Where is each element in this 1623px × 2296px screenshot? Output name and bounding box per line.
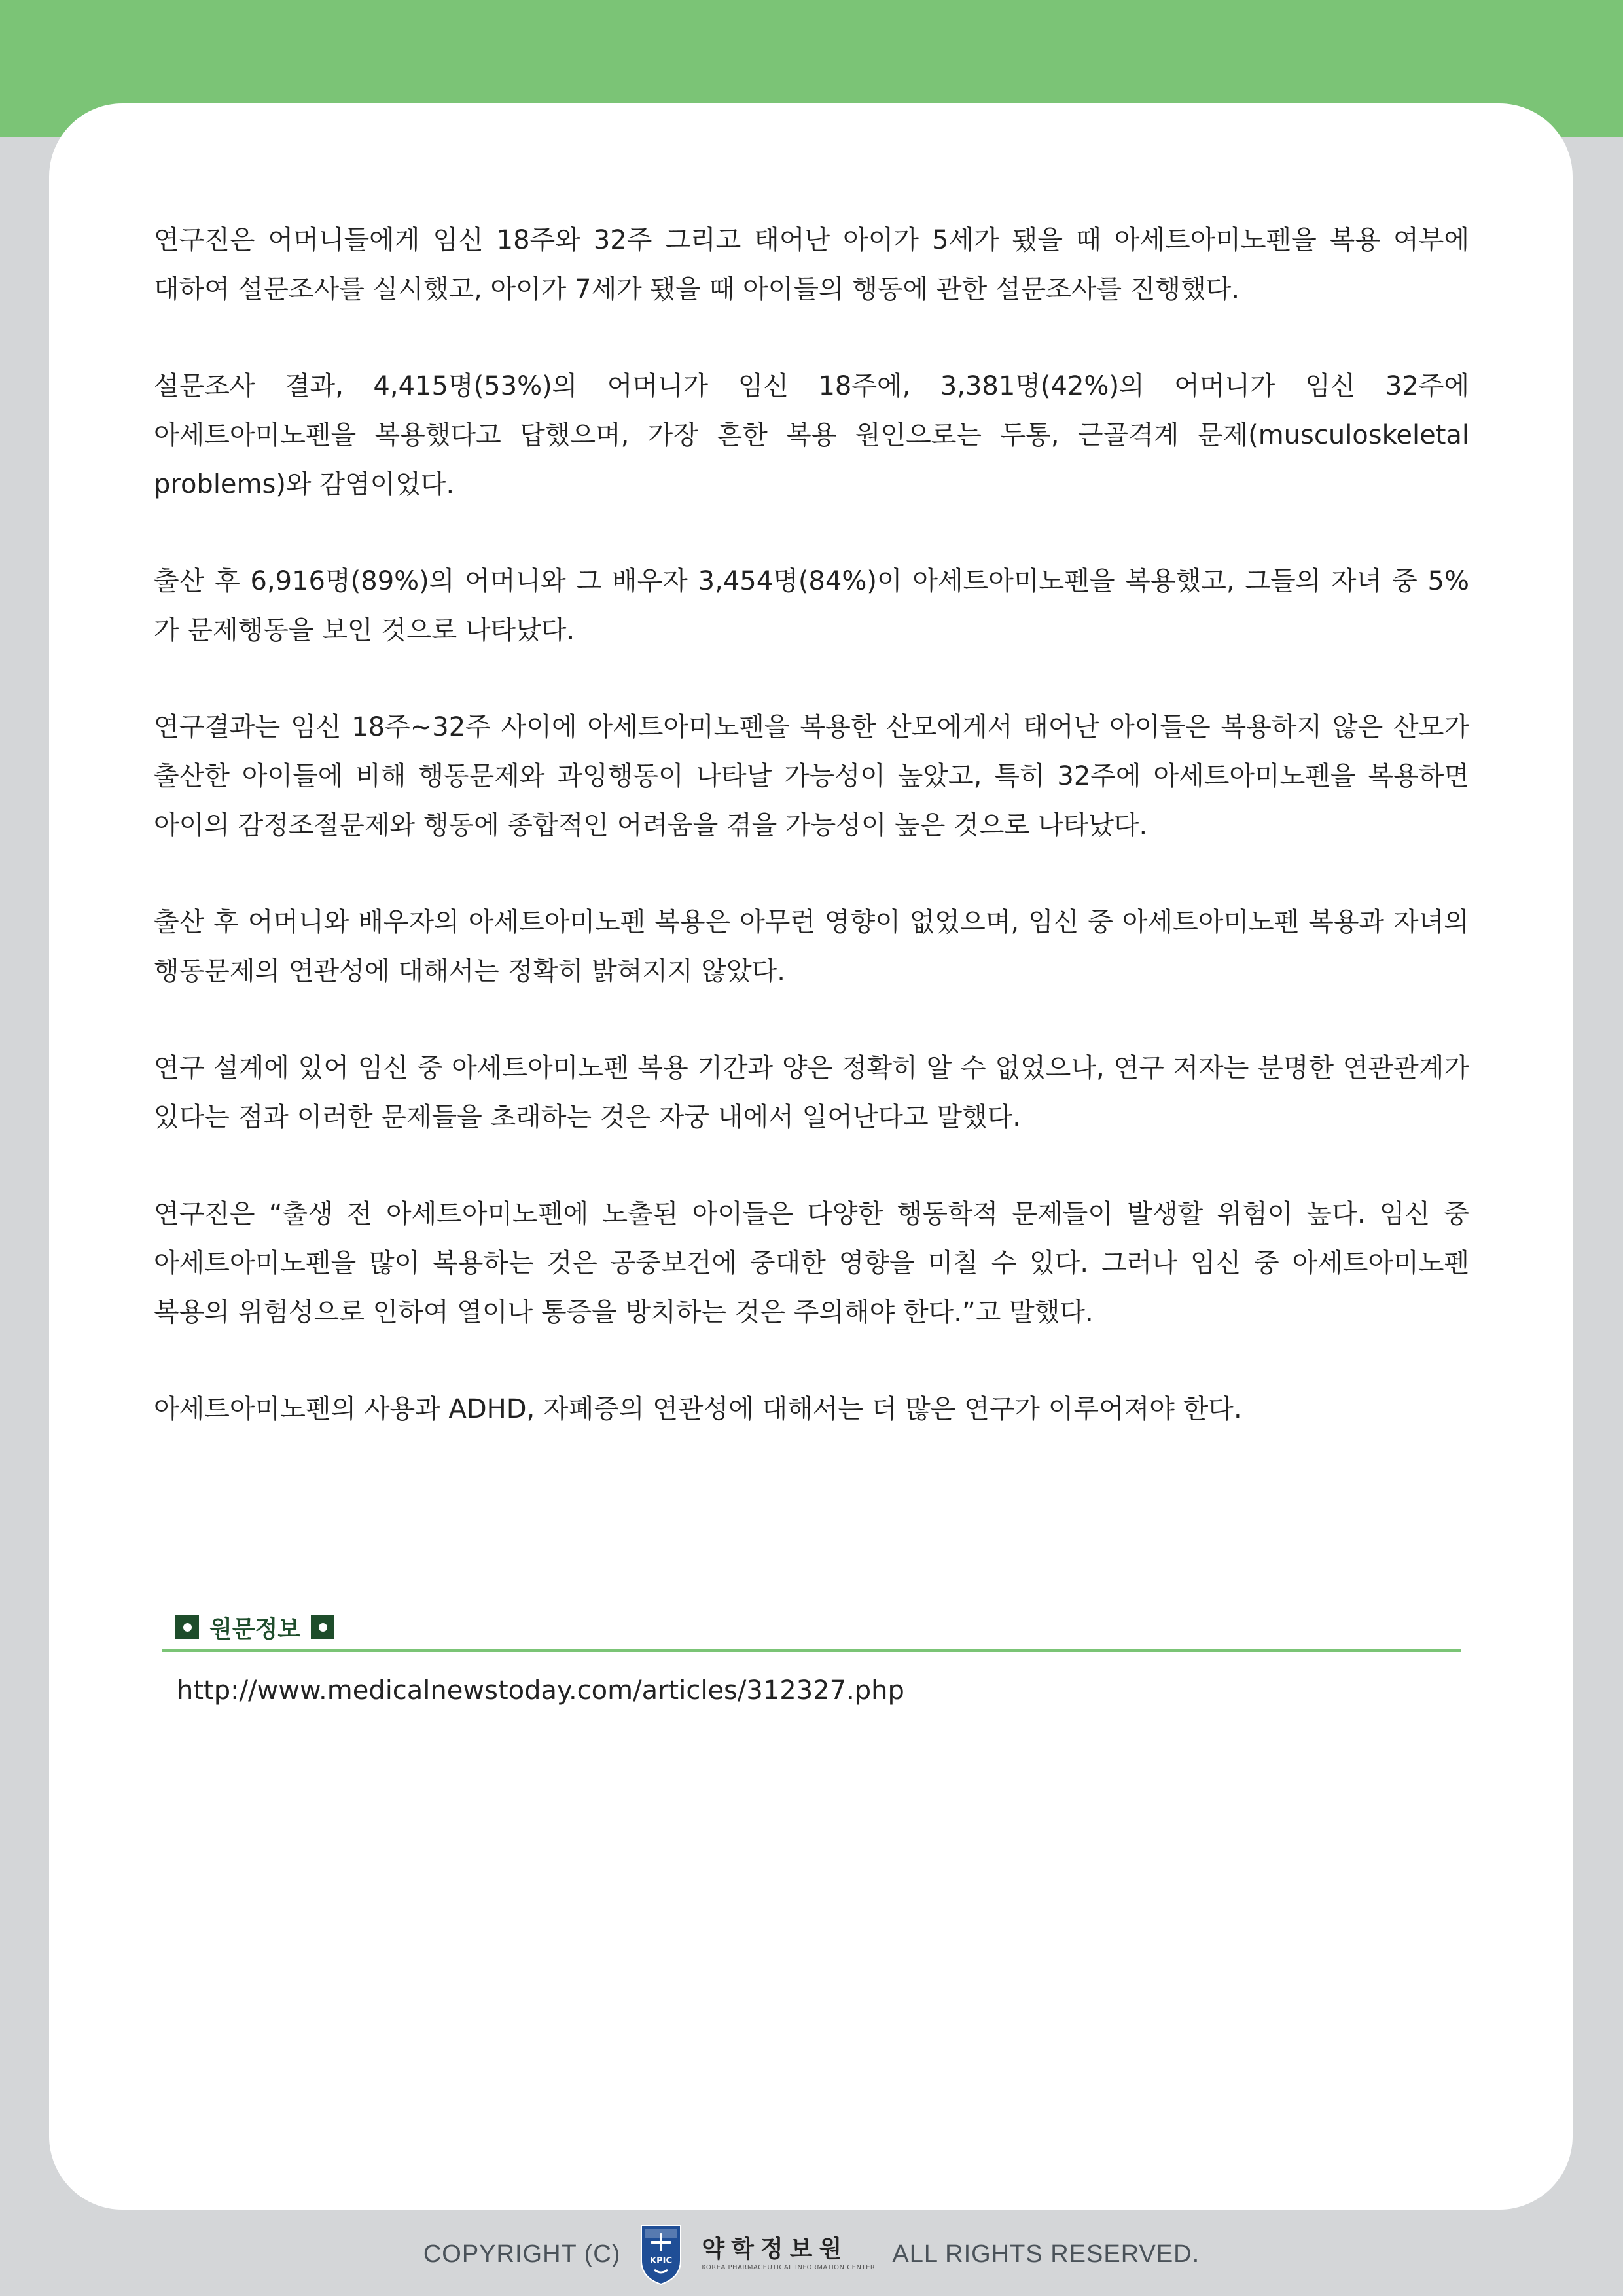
source-divider — [162, 1649, 1461, 1652]
paragraph: 설문조사 결과, 4,415명(53%)의 어머니가 임신 18주에, 3,381명(42%)의 어머니가 임신 32주에 아세트아미노펜을 복용했다고 답했으며, 가장 흔한 복용 원인으로는 두통, 근골격계 문제(musculoskeletal problems)와 감염이었다. — [154, 371, 1469, 499]
kpic-brand — [702, 2236, 875, 2272]
article-body — [154, 216, 1469, 1482]
source-section — [162, 1609, 1461, 1706]
paragraph: 아세트아미노펜의 사용과 ADHD, 자폐증의 연관성에 대해서는 더 많은 연구가 이루어져야 한다. — [154, 1394, 1242, 1424]
paragraph: 연구진은 어머니들에게 임신 18주와 32주 그리고 태어난 아이가 5세가 됐을 때 아세트아미노펜을 복용 여부에 대하여 설문조사를 실시했고, 아이가 7세가 됐을 때 아이들의 행동에 관한 설문조사를 진행했다. — [154, 225, 1469, 304]
source-title: 원문정보 — [209, 1615, 301, 1643]
org-name-korean: 약학정보원 — [702, 2236, 849, 2263]
paragraph: 연구결과는 임신 18주~32주 사이에 아세트아미노펜을 복용한 산모에게서 태어난 아이들은 복용하지 않은 산모가 출산한 아이들에 비해 행동문제와 과잉행동이 나타날 가능성이 높았고, 특히 32주에 아세트아미노펜을 복용하면 아이의 감정조절문제와 행동에 종합적인 어려움을 겪을 가능성이 높은 것으로 나타났다. — [154, 712, 1469, 840]
footer — [0, 2212, 1623, 2296]
paragraph: 출산 후 6,916명(89%)의 어머니와 그 배우자 3,454명(84%)이 아세트아미노펜을 복용했고, 그들의 자녀 중 5%가 문제행동을 보인 것으로 나타났다. — [154, 566, 1469, 645]
bullet-box-icon — [175, 1615, 199, 1639]
logo-text: KPIC — [650, 2256, 673, 2266]
source-link[interactable]: http://www.medicalnewstoday.com/articles/312327.php — [177, 1676, 904, 1706]
source-header — [162, 1609, 1461, 1645]
copyright-text: COPYRIGHT (C) — [423, 2240, 621, 2268]
paragraph: 연구진은 “출생 전 아세트아미노펜에 노출된 아이들은 다양한 행동학적 문제들이 발생할 위험이 높다. 임신 중 아세트아미노펜을 많이 복용하는 것은 공중보건에 중대한 영향을 미칠 수 있다. 그러나 임신 중 아세트아미노펜 복용의 위험성으로 인하여 열이나 통증을 방치하는 것은 주의해야 한다.”고 말했다. — [154, 1199, 1469, 1327]
org-name-english: KOREA PHARMACEUTICAL INFORMATION CENTER — [702, 2264, 876, 2271]
rights-text: ALL RIGHTS RESERVED. — [892, 2240, 1200, 2268]
paragraph: 연구 설계에 있어 임신 중 아세트아미노펜 복용 기간과 양은 정확히 알 수 없었으나, 연구 저자는 분명한 연관관계가 있다는 점과 이러한 문제들을 초래하는 것은 자궁 내에서 일어난다고 말했다. — [154, 1053, 1469, 1132]
kpic-logo-icon — [637, 2223, 685, 2286]
paragraph: 출산 후 어머니와 배우자의 아세트아미노펜 복용은 아무런 영향이 없었으며, 임신 중 아세트아미노펜 복용과 자녀의 행동문제의 연관성에 대해서는 정확히 밝혀지지 않았다. — [154, 907, 1469, 986]
bullet-box-icon — [311, 1615, 334, 1639]
